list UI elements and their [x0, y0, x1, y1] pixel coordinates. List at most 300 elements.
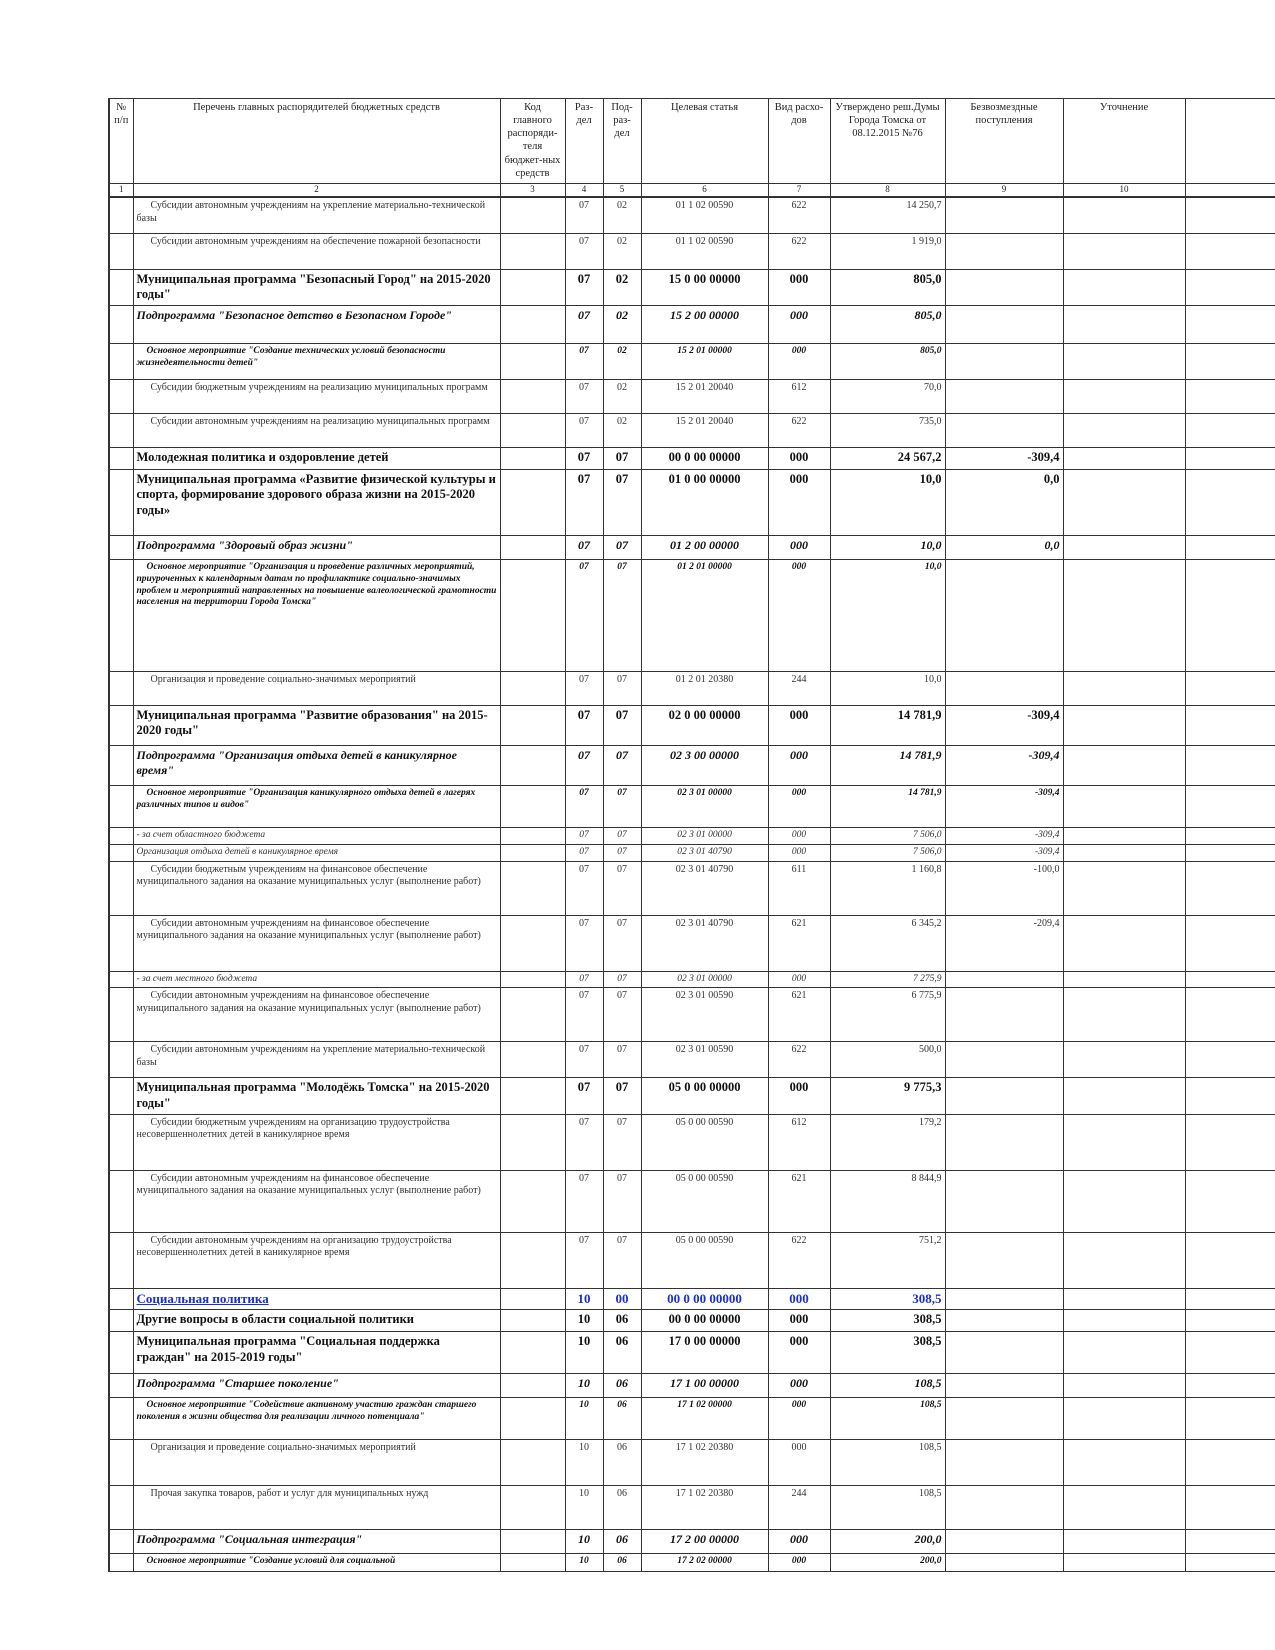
row-vid: 000 [768, 447, 830, 469]
row-gr-code [500, 785, 565, 827]
row-podrazdel: 02 [603, 197, 641, 233]
row-grants [945, 559, 1063, 671]
row-name: Субсидии автономным учреждениям на обеспечение пожарной безопасности [133, 233, 500, 269]
row-extra [1185, 1529, 1275, 1553]
row-name: Прочая закупка товаров, работ и услуг для муниципальных нужд [133, 1485, 500, 1529]
row-razdel: 10 [565, 1439, 603, 1485]
row-gr-code [500, 915, 565, 971]
row-vid: 000 [768, 269, 830, 305]
row-vid: 000 [768, 827, 830, 844]
row-clarification [1063, 1042, 1185, 1078]
col-number: 6 [641, 184, 768, 198]
row-podrazdel: 00 [603, 1288, 641, 1309]
row-approved: 200,0 [830, 1529, 945, 1553]
row-number [109, 469, 133, 535]
row-podrazdel: 07 [603, 469, 641, 535]
row-podrazdel: 07 [603, 705, 641, 745]
row-extra [1185, 197, 1275, 233]
row-extra [1185, 785, 1275, 827]
row-razdel: 07 [565, 844, 603, 861]
row-razdel: 10 [565, 1288, 603, 1309]
row-extra [1185, 1042, 1275, 1078]
row-approved: 7 275,9 [830, 971, 945, 988]
row-gr-code [500, 1439, 565, 1485]
row-extra [1185, 233, 1275, 269]
row-extra [1185, 827, 1275, 844]
row-article: 17 1 02 00000 [641, 1397, 768, 1439]
row-article: 02 3 01 00590 [641, 988, 768, 1042]
col-number [1185, 184, 1275, 198]
row-grants: -309,4 [945, 827, 1063, 844]
row-clarification [1063, 1170, 1185, 1232]
row-approved: 108,5 [830, 1373, 945, 1397]
row-number [109, 827, 133, 844]
row-gr-code [500, 1397, 565, 1439]
column-number-row [109, 184, 1275, 198]
row-grants [945, 1288, 1063, 1309]
row-vid: 000 [768, 1397, 830, 1439]
row-clarification [1063, 447, 1185, 469]
row-extra [1185, 1373, 1275, 1397]
row-razdel: 07 [565, 233, 603, 269]
row-razdel: 07 [565, 343, 603, 379]
row-grants [945, 269, 1063, 305]
row-gr-code [500, 1114, 565, 1170]
row-extra [1185, 1170, 1275, 1232]
row-name: Основное мероприятие "Содействие активному участию граждан старшего поколения в жизни общества для реализации личного потенциала" [133, 1397, 500, 1439]
row-number [109, 915, 133, 971]
table-row [109, 1529, 1275, 1553]
row-razdel: 07 [565, 535, 603, 559]
row-clarification [1063, 1485, 1185, 1529]
row-number [109, 1485, 133, 1529]
row-podrazdel: 07 [603, 535, 641, 559]
row-grants [945, 413, 1063, 447]
row-extra [1185, 1397, 1275, 1439]
row-gr-code [500, 379, 565, 413]
row-clarification [1063, 745, 1185, 785]
row-clarification [1063, 343, 1185, 379]
table-row [109, 1232, 1275, 1288]
row-razdel: 07 [565, 827, 603, 844]
row-name: Субсидии автономным учреждениям на финансовое обеспечение муниципального задания на оказание муниципальных услуг (выполнение работ) [133, 1170, 500, 1232]
row-razdel: 07 [565, 269, 603, 305]
table-row [109, 469, 1275, 535]
col-header-razdel: Раз-дел [565, 99, 603, 184]
row-grants: -309,4 [945, 785, 1063, 827]
row-grants [945, 988, 1063, 1042]
row-razdel: 07 [565, 785, 603, 827]
col-header-grants: Безвозмездные поступления [945, 99, 1063, 184]
row-grants: -309,4 [945, 745, 1063, 785]
row-podrazdel: 02 [603, 379, 641, 413]
row-extra [1185, 1114, 1275, 1170]
row-razdel: 07 [565, 197, 603, 233]
row-article: 17 2 02 00000 [641, 1553, 768, 1571]
row-vid: 622 [768, 197, 830, 233]
table-row [109, 1331, 1275, 1373]
row-podrazdel: 02 [603, 269, 641, 305]
row-approved: 108,5 [830, 1397, 945, 1439]
row-podrazdel: 07 [603, 671, 641, 705]
row-name: Субсидии автономным учреждениям на реализацию муниципальных программ [133, 413, 500, 447]
col-header-podrazdel: Под-раз-дел [603, 99, 641, 184]
row-clarification [1063, 844, 1185, 861]
row-approved: 308,5 [830, 1309, 945, 1331]
row-clarification [1063, 413, 1185, 447]
table-row [109, 197, 1275, 233]
row-name: Муниципальная программа «Развитие физической культуры и спорта, формирование здорового образа жизни на 2015-2020 годы» [133, 469, 500, 535]
row-gr-code [500, 1078, 565, 1114]
row-extra [1185, 447, 1275, 469]
row-podrazdel: 06 [603, 1309, 641, 1331]
col-header-vid: Вид расхо-дов [768, 99, 830, 184]
row-name: Основное мероприятие "Организация каникулярного отдыха детей в лагерях различных типов и видов" [133, 785, 500, 827]
table-row [109, 269, 1275, 305]
row-vid: 000 [768, 705, 830, 745]
row-clarification [1063, 1439, 1185, 1485]
row-name: Муниципальная программа "Развитие образования" на 2015-2020 годы" [133, 705, 500, 745]
row-podrazdel: 02 [603, 305, 641, 343]
row-approved: 14 781,9 [830, 745, 945, 785]
row-approved: 10,0 [830, 559, 945, 671]
row-vid: 000 [768, 1078, 830, 1114]
row-gr-code [500, 1170, 565, 1232]
row-article: 15 2 00 00000 [641, 305, 768, 343]
row-vid: 622 [768, 1232, 830, 1288]
row-article: 01 2 01 20380 [641, 671, 768, 705]
row-vid: 611 [768, 861, 830, 915]
row-number [109, 785, 133, 827]
row-approved: 70,0 [830, 379, 945, 413]
row-gr-code [500, 1529, 565, 1553]
table-row [109, 559, 1275, 671]
row-extra [1185, 705, 1275, 745]
row-approved: 308,5 [830, 1331, 945, 1373]
row-razdel: 07 [565, 1078, 603, 1114]
row-grants [945, 1170, 1063, 1232]
row-razdel: 07 [565, 379, 603, 413]
row-approved: 14 250,7 [830, 197, 945, 233]
row-article: 17 1 00 00000 [641, 1373, 768, 1397]
row-gr-code [500, 559, 565, 671]
row-extra [1185, 1485, 1275, 1529]
row-article: 02 3 01 00000 [641, 971, 768, 988]
row-article: 17 2 00 00000 [641, 1529, 768, 1553]
row-razdel: 07 [565, 988, 603, 1042]
row-razdel: 10 [565, 1397, 603, 1439]
table-row [109, 1485, 1275, 1529]
row-number [109, 1078, 133, 1114]
row-gr-code [500, 971, 565, 988]
row-clarification [1063, 469, 1185, 535]
row-article: 02 3 01 00590 [641, 1042, 768, 1078]
row-approved: 805,0 [830, 343, 945, 379]
row-article: 15 2 01 20040 [641, 413, 768, 447]
row-podrazdel: 07 [603, 1078, 641, 1114]
row-gr-code [500, 1309, 565, 1331]
row-approved: 14 781,9 [830, 705, 945, 745]
row-razdel: 07 [565, 413, 603, 447]
row-gr-code [500, 233, 565, 269]
row-clarification [1063, 915, 1185, 971]
row-number [109, 447, 133, 469]
row-extra [1185, 671, 1275, 705]
row-clarification [1063, 1078, 1185, 1114]
row-razdel: 07 [565, 915, 603, 971]
row-clarification [1063, 671, 1185, 705]
row-gr-code [500, 1331, 565, 1373]
row-razdel: 07 [565, 671, 603, 705]
row-name: Основное мероприятие "Организация и проведение различных мероприятий, приуроченных к календарным датам по профилактике социально-значимых проблем и мероприятий направленных на повышение валеологической грамотности населения на территории Города Томска" [133, 559, 500, 671]
table-row [109, 1114, 1275, 1170]
row-podrazdel: 07 [603, 745, 641, 785]
row-name: Другие вопросы в области социальной политики [133, 1309, 500, 1331]
row-extra [1185, 844, 1275, 861]
row-vid: 612 [768, 379, 830, 413]
row-podrazdel: 07 [603, 827, 641, 844]
row-extra [1185, 413, 1275, 447]
col-number: 8 [830, 184, 945, 198]
table-row [109, 1439, 1275, 1485]
budget-table [108, 98, 1275, 1572]
row-article: 17 1 02 20380 [641, 1485, 768, 1529]
row-gr-code [500, 705, 565, 745]
row-razdel: 07 [565, 559, 603, 671]
row-grants [945, 197, 1063, 233]
row-name: Субсидии автономным учреждениям на укрепление материально-технической базы [133, 197, 500, 233]
row-podrazdel: 02 [603, 413, 641, 447]
row-vid: 244 [768, 671, 830, 705]
row-grants: -309,4 [945, 447, 1063, 469]
row-number [109, 1042, 133, 1078]
row-number [109, 1114, 133, 1170]
row-article: 15 0 00 00000 [641, 269, 768, 305]
row-article: 02 0 00 00000 [641, 705, 768, 745]
row-number [109, 705, 133, 745]
row-vid: 000 [768, 971, 830, 988]
col-header-article: Целевая статья [641, 99, 768, 184]
row-approved: 308,5 [830, 1288, 945, 1309]
row-approved: 10,0 [830, 469, 945, 535]
row-number [109, 379, 133, 413]
row-clarification [1063, 1331, 1185, 1373]
row-razdel: 07 [565, 971, 603, 988]
row-number [109, 861, 133, 915]
row-article: 02 3 00 00000 [641, 745, 768, 785]
row-clarification [1063, 269, 1185, 305]
row-number [109, 1331, 133, 1373]
row-clarification [1063, 1397, 1185, 1439]
row-grants [945, 1309, 1063, 1331]
table-row [109, 233, 1275, 269]
col-header-clarification: Уточнение [1063, 99, 1185, 184]
row-article: 05 0 00 00590 [641, 1170, 768, 1232]
row-vid: 000 [768, 785, 830, 827]
row-article: 05 0 00 00590 [641, 1232, 768, 1288]
row-number [109, 1170, 133, 1232]
row-podrazdel: 02 [603, 343, 641, 379]
row-vid: 622 [768, 233, 830, 269]
row-podrazdel: 07 [603, 1114, 641, 1170]
row-gr-code [500, 844, 565, 861]
row-extra [1185, 559, 1275, 671]
row-number [109, 305, 133, 343]
row-name: Подпрограмма "Здоровый образ жизни" [133, 535, 500, 559]
row-grants [945, 671, 1063, 705]
row-clarification [1063, 705, 1185, 745]
table-row [109, 861, 1275, 915]
table-row [109, 915, 1275, 971]
row-vid: 244 [768, 1485, 830, 1529]
row-approved: 1 919,0 [830, 233, 945, 269]
row-name: Субсидии автономным учреждениям на укрепление материально-технической базы [133, 1042, 500, 1078]
row-extra [1185, 971, 1275, 988]
row-name: Муниципальная программа "Молодёжь Томска" на 2015-2020 годы" [133, 1078, 500, 1114]
row-grants [945, 1114, 1063, 1170]
row-grants [945, 1485, 1063, 1529]
row-grants: -309,4 [945, 705, 1063, 745]
row-name: Подпрограмма "Старшее поколение" [133, 1373, 500, 1397]
table-row [109, 971, 1275, 988]
header-row [109, 99, 1275, 184]
row-razdel: 07 [565, 861, 603, 915]
row-vid: 622 [768, 413, 830, 447]
row-clarification [1063, 233, 1185, 269]
col-header-name: Перечень главных распорядителей бюджетных средств [133, 99, 500, 184]
row-approved: 10,0 [830, 671, 945, 705]
row-extra [1185, 988, 1275, 1042]
row-name: Основное мероприятие "Создание условий для социальной [133, 1553, 500, 1571]
row-article: 00 0 00 00000 [641, 1309, 768, 1331]
row-gr-code [500, 413, 565, 447]
row-vid: 000 [768, 535, 830, 559]
row-gr-code [500, 671, 565, 705]
row-number [109, 971, 133, 988]
row-name: Субсидии бюджетным учреждениям на организацию трудоустройства несовершеннолетних детей в каникулярное время [133, 1114, 500, 1170]
row-vid: 000 [768, 1529, 830, 1553]
row-approved: 6 345,2 [830, 915, 945, 971]
row-article: 05 0 00 00590 [641, 1114, 768, 1170]
row-number [109, 197, 133, 233]
row-number [109, 343, 133, 379]
table-row [109, 379, 1275, 413]
row-razdel: 10 [565, 1331, 603, 1373]
row-vid: 000 [768, 1553, 830, 1571]
row-vid: 000 [768, 469, 830, 535]
row-extra [1185, 1309, 1275, 1331]
row-name: Субсидии автономным учреждениям на финансовое обеспечение муниципального задания на оказание муниципальных услуг (выполнение работ) [133, 988, 500, 1042]
row-gr-code [500, 447, 565, 469]
row-gr-code [500, 1553, 565, 1571]
table-body [109, 197, 1275, 1571]
row-name: Подпрограмма "Социальная интеграция" [133, 1529, 500, 1553]
row-extra [1185, 1553, 1275, 1571]
row-vid: 621 [768, 988, 830, 1042]
row-clarification [1063, 535, 1185, 559]
row-name: - за счет местного бюджета [133, 971, 500, 988]
row-gr-code [500, 343, 565, 379]
row-extra [1185, 861, 1275, 915]
row-podrazdel: 07 [603, 971, 641, 988]
row-gr-code [500, 305, 565, 343]
row-number [109, 1309, 133, 1331]
row-approved: 500,0 [830, 1042, 945, 1078]
row-approved: 735,0 [830, 413, 945, 447]
row-razdel: 07 [565, 305, 603, 343]
row-approved: 1 160,8 [830, 861, 945, 915]
row-gr-code [500, 1373, 565, 1397]
row-podrazdel: 06 [603, 1485, 641, 1529]
row-number [109, 745, 133, 785]
row-razdel: 07 [565, 1232, 603, 1288]
row-extra [1185, 1439, 1275, 1485]
row-article: 15 2 01 00000 [641, 343, 768, 379]
row-approved: 108,5 [830, 1439, 945, 1485]
row-article: 00 0 00 00000 [641, 447, 768, 469]
row-name: Муниципальная программа "Безопасный Город" на 2015-2020 годы" [133, 269, 500, 305]
row-vid: 000 [768, 343, 830, 379]
row-podrazdel: 06 [603, 1331, 641, 1373]
row-name: Организация и проведение социально-значимых мероприятий [133, 671, 500, 705]
row-vid: 621 [768, 915, 830, 971]
col-number: 5 [603, 184, 641, 198]
row-number [109, 671, 133, 705]
row-article: 01 0 00 00000 [641, 469, 768, 535]
row-clarification [1063, 1309, 1185, 1331]
row-gr-code [500, 745, 565, 785]
col-number: 2 [133, 184, 500, 198]
row-razdel: 10 [565, 1309, 603, 1331]
row-podrazdel: 06 [603, 1439, 641, 1485]
row-clarification [1063, 988, 1185, 1042]
row-vid: 000 [768, 559, 830, 671]
row-podrazdel: 02 [603, 233, 641, 269]
row-podrazdel: 07 [603, 861, 641, 915]
row-gr-code [500, 535, 565, 559]
table-row [109, 1397, 1275, 1439]
col-number: 9 [945, 184, 1063, 198]
row-extra [1185, 1078, 1275, 1114]
row-clarification [1063, 1373, 1185, 1397]
row-razdel: 10 [565, 1529, 603, 1553]
row-vid: 000 [768, 1331, 830, 1373]
row-grants [945, 343, 1063, 379]
row-razdel: 07 [565, 469, 603, 535]
row-gr-code [500, 827, 565, 844]
row-article: 15 2 01 20040 [641, 379, 768, 413]
row-extra [1185, 305, 1275, 343]
row-number [109, 233, 133, 269]
row-approved: 751,2 [830, 1232, 945, 1288]
row-clarification [1063, 197, 1185, 233]
row-grants [945, 1439, 1063, 1485]
row-article: 02 3 01 40790 [641, 861, 768, 915]
table-row [109, 413, 1275, 447]
row-approved: 108,5 [830, 1485, 945, 1529]
row-gr-code [500, 197, 565, 233]
row-article: 02 3 01 00000 [641, 785, 768, 827]
row-podrazdel: 07 [603, 844, 641, 861]
row-gr-code [500, 861, 565, 915]
row-grants: 0,0 [945, 469, 1063, 535]
row-vid: 622 [768, 1042, 830, 1078]
row-gr-code [500, 1288, 565, 1309]
row-podrazdel: 07 [603, 447, 641, 469]
row-name: Организация и проведение социально-значимых мероприятий [133, 1439, 500, 1485]
row-vid: 000 [768, 745, 830, 785]
row-razdel: 07 [565, 447, 603, 469]
